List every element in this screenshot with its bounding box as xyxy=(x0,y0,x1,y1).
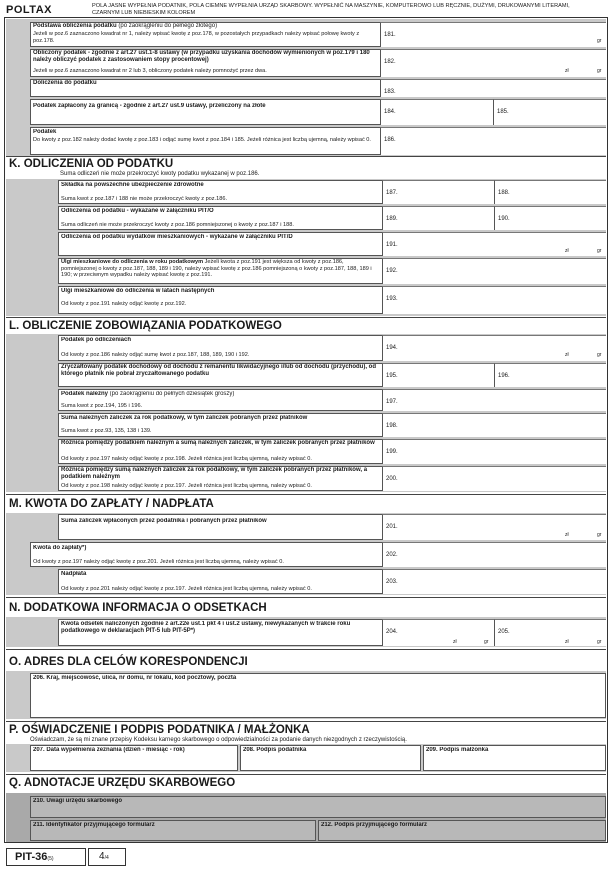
row-203-desc: Od kwoty z poz.201 należy odjąć kwotę z poz.197. Jeżeli różnica jest liczbą ujemną, należy wpisać 0. xyxy=(61,586,312,592)
unit-gr: gr xyxy=(597,639,602,645)
field-196[interactable]: 196. xyxy=(494,363,606,387)
section-p-title: P. OŚWIADCZENIE I PODPIS PODATNIKA / MAŁŻONKA xyxy=(9,724,310,736)
row-201-title: Suma zaliczek wpłaconych przez podatnika i pobranych przez płatników xyxy=(61,518,267,524)
field-206-label: 206. Kraj, miejscowość, ulica, nr domu, nr lokalu, kod pocztowy, poczta xyxy=(33,675,237,681)
row-186-desc: Do kwoty z poz.182 należy dodać kwotę z poz.183 i odjąć sumę kwot z poz.184 i 185. Jeżeli różnica jest liczbą ujemną, należy wpisać 0. xyxy=(33,137,371,143)
field-194[interactable]: 194. xyxy=(382,335,606,361)
divider xyxy=(6,721,606,722)
field-188[interactable]: 188. xyxy=(494,180,606,204)
field-197[interactable]: 197. xyxy=(382,389,606,411)
unit-gr: gr xyxy=(597,38,602,44)
field-183[interactable]: 183. xyxy=(380,79,606,97)
field-202[interactable]: 202. xyxy=(382,542,606,567)
field-199[interactable]: 199. xyxy=(382,439,606,464)
row-193-title: Ulgi mieszkaniowe do odliczenia w latach następnych xyxy=(61,288,215,294)
row-202-desc: Od kwoty z poz.197 należy odjąć kwotę z poz.201. Jeżeli różnica jest liczbą ujemną, należy wpisać 0. xyxy=(33,559,284,565)
field-204[interactable]: 204. xyxy=(382,619,494,646)
unit-gr: gr xyxy=(597,68,602,74)
row-199-desc: Od kwoty z poz.197 należy odjąć kwotę z poz.198. Jeżeli różnica jest liczbą ujemną, należy wpisać 0. xyxy=(61,456,312,462)
row-199-title: Różnica pomiędzy podatkiem należnym a sumą należnych zaliczek, w tym zaliczek pobranych przez płatników xyxy=(61,440,375,446)
row-189-desc: Suma odliczeń nie może przekroczyć kwoty z poz.186 pomniejszonej o kwoty z poz.187 i 188. xyxy=(61,222,294,228)
row-181-title: Podstawa obliczenia podatku (po zaokrągleniu do pełnego złotego) xyxy=(33,23,218,29)
unit-zl: zł xyxy=(565,352,569,358)
row-182-desc: Jeżeli w poz.6 zaznaczono kwadrat nr 2 lub 3, obliczony podatek należy pomnożyć przez dwa. xyxy=(33,68,267,74)
field-205[interactable]: 205. xyxy=(494,619,606,646)
field-185[interactable]: 185. xyxy=(493,99,606,125)
row-189-title: Odliczenia od podatku - wykazane w załączniku PIT/O xyxy=(61,208,214,214)
divider xyxy=(6,774,606,775)
divider xyxy=(6,156,606,157)
unit-zl: zł xyxy=(565,532,569,538)
row-183-title: Doliczenia do podatku xyxy=(33,80,97,86)
row-182-title: Obliczony podatek - zgodnie z art.27 ust.1-8 ustawy (w przypadku uzyskania dochodów wymienionych w poz.179 i 180 należy obliczyć podatek z zastosowaniem stopy procentowej) xyxy=(33,50,370,63)
unit-zl: zł xyxy=(565,639,569,645)
unit-gr: gr xyxy=(597,532,602,538)
row-198-title: Suma należnych zaliczek za rok podatkowy, w tym zaliczek pobranych przez płatników xyxy=(61,415,308,421)
field-201[interactable]: 201. xyxy=(382,514,606,540)
row-197-desc: Suma kwot z poz.194, 195 i 196. xyxy=(61,403,143,409)
row-187-desc: Suma kwot z poz.187 i 188 nie może przekroczyć kwoty z poz.186. xyxy=(61,196,228,202)
field-210-label: 210. Uwagi urzędu skarbowego xyxy=(33,798,123,804)
section-p-statement: Oświadczam, że są mi znane przepisy Kodeksu karnego skarbowego o odpowiedzialności za podanie danych niezgodnych z rzeczywistością. xyxy=(30,737,407,743)
field-191[interactable]: 191. xyxy=(382,232,606,256)
section-m-title: M. KWOTA DO ZAPŁATY / NADPŁATA xyxy=(9,498,214,510)
divider xyxy=(6,317,606,318)
row-187-title: Składka na powszechne ubezpieczenie zdrowotne xyxy=(61,182,204,188)
unit-gr: gr xyxy=(597,248,602,254)
row-204-title: Kwota odsetek naliczonych zgodnie z art.22e ust.1 pkt 4 i ust.2 ustawy, niewykazanych w trakcie roku podatkowego w deklaracjach PIT-5 lub PIT-5P*) xyxy=(61,621,351,634)
row-184-title: Podatek zapłacony za granicą - zgodnie z art.27 ust.9 ustawy, przeliczony na złote xyxy=(33,103,266,109)
row-203-title: Nadpłata xyxy=(61,571,87,577)
field-207-label: 207. Data wypełnienia zeznania (dzień - miesiąc - rok) xyxy=(33,747,185,753)
section-o-title: O. ADRES DLA CELÓW KORESPONDENCJI xyxy=(9,656,248,668)
row-192-text: Ulgi mieszkaniowe do odliczenia w roku podatkowym Jeżeli kwota z poz.191 jest większa od kwoty z poz.186, pomniejszonej o kwoty z poz.187, 188, 189 i 190, należy wpisać kwotę z poz.186 pomniejszoną o kwoty z poz.187, 188, 189 i 190; w przeciwnym wypadku należy wpisać kwotę z poz.191. xyxy=(61,259,372,279)
field-190[interactable]: 190. xyxy=(494,206,606,230)
row-193-desc: Od kwoty z poz.191 należy odjąć kwotę z poz.192. xyxy=(61,301,187,307)
divider xyxy=(6,649,606,650)
section-k-title: K. ODLICZENIA OD PODATKU xyxy=(9,158,174,170)
section-k-subtitle: Suma odliczeń nie może przekroczyć kwoty podatku wykazanej w poz.186. xyxy=(60,171,260,177)
field-193[interactable]: 193. xyxy=(382,286,606,314)
field-181[interactable]: 181. xyxy=(380,22,606,47)
divider xyxy=(6,597,606,598)
unit-gr: gr xyxy=(484,639,489,645)
fill-instructions: POLA JASNE WYPEŁNIA PODATNIK, POLA CIEMNE WYPEŁNIA URZĄD SKARBOWY. WYPEŁNIĆ NA MASZYNIE, KOMPUTEROWO LUB RĘCZNIE, DUŻYMI, DRUKOWANYMI LITERAMI, CZARNYM LUB NIEBIESKIM KOLOREM xyxy=(92,3,570,16)
row-200-desc: Od kwoty z poz.198 należy odjąć kwotę z poz.197. Jeżeli różnica jest liczbą ujemną, należy wpisać 0. xyxy=(61,483,312,489)
field-195[interactable]: 195. xyxy=(382,363,494,387)
unit-gr: gr xyxy=(597,352,602,358)
brand-label: POLTAX xyxy=(6,4,52,16)
field-192[interactable]: 192. xyxy=(382,258,606,284)
row-194-title: Podatek po odliczeniach xyxy=(61,337,132,343)
field-198[interactable]: 198. xyxy=(382,413,606,437)
row-181-desc: Jeżeli w poz.6 zaznaczono kwadrat nr 1, należy wpisać kwotę z poz.178, w pozostałych przypadkach należy wpisać połowę kwoty z poz.178. xyxy=(33,31,360,44)
unit-zl: zł xyxy=(565,248,569,254)
field-184[interactable]: 184. xyxy=(380,99,493,125)
unit-zl: zł xyxy=(453,639,457,645)
field-189[interactable]: 189. xyxy=(382,206,494,230)
section-q-title: Q. ADNOTACJE URZĘDU SKARBOWEGO xyxy=(9,777,236,789)
row-197-title: Podatek należny (po zaokrągleniu do pełnych dziesiątek groszy) xyxy=(61,391,235,397)
row-194-desc: Od kwoty z poz.186 należy odjąć sumę kwot z poz.187, 188, 189, 190 i 192. xyxy=(61,352,250,358)
field-186[interactable]: 186. xyxy=(380,127,606,155)
field-209-label: 209. Podpis małżonka xyxy=(426,747,489,753)
field-203[interactable]: 203. xyxy=(382,569,606,594)
row-186-title: Podatek xyxy=(33,129,57,135)
field-200[interactable]: 200. xyxy=(382,466,606,491)
form-code: PIT-36(5) xyxy=(6,848,86,866)
row-200-title: Różnica pomiędzy sumą należnych zaliczek za rok podatkowy, w tym zaliczek pobranych przez płatników, a podatkiem należnym xyxy=(61,467,368,480)
field-182[interactable]: 182. xyxy=(380,49,606,77)
section-n-title: N. DODATKOWA INFORMACJA O ODSETKACH xyxy=(9,602,267,614)
field-187[interactable]: 187. xyxy=(382,180,494,204)
row-202-title: Kwota do zapłaty*) xyxy=(33,545,87,551)
field-211-label: 211. Identyfikator przyjmującego formularz xyxy=(33,822,155,828)
field-212-label: 212. Podpis przyjmującego formularz xyxy=(321,822,428,828)
unit-zl: zł xyxy=(565,68,569,74)
section-l-title: L. OBLICZENIE ZOBOWIĄZANIA PODATKOWEGO xyxy=(9,320,282,332)
divider xyxy=(6,494,606,495)
page-number: 4/4 xyxy=(88,848,126,866)
row-191-title: Odliczenia od podatku wydatków mieszkaniowych - wykazane w załączniku PIT/D xyxy=(61,234,293,240)
row-195-title: Zryczałtowany podatek dochodowy od dochodu z remanentu likwidacyjnego i/lub od dochodu (przychodu), od którego płatnik nie pobrał zryczałtowanego podatku xyxy=(61,364,377,377)
row-198-desc: Suma kwot z poz.93, 135, 138 i 139. xyxy=(61,428,152,434)
field-208-label: 208. Podpis podatnika xyxy=(243,747,307,753)
